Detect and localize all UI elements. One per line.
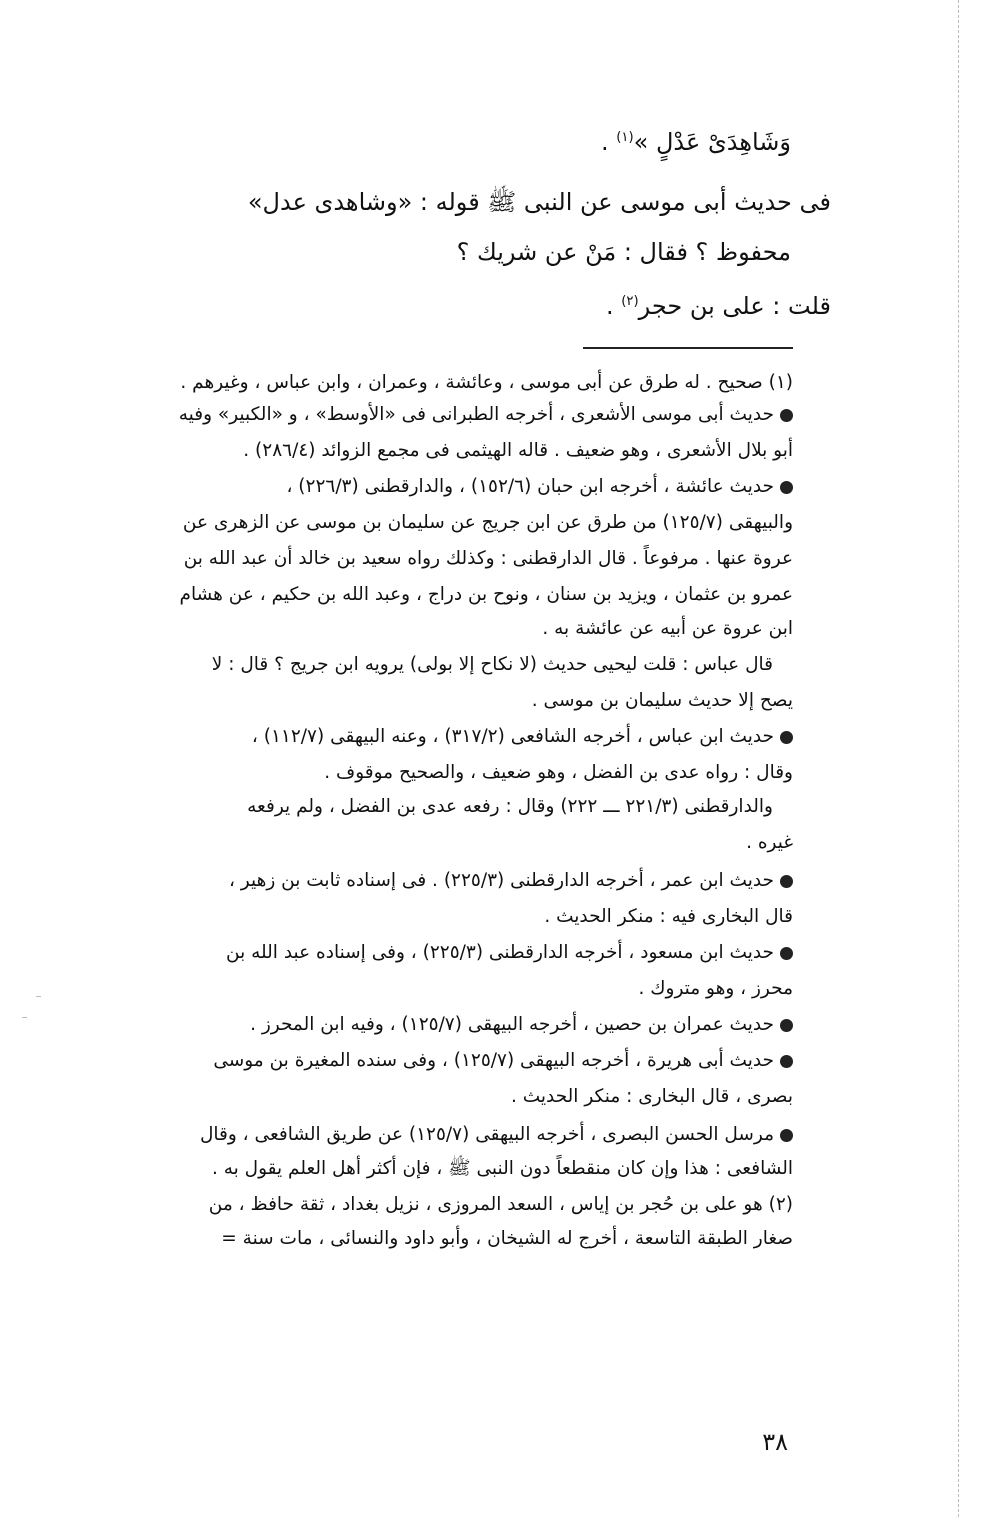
footnote-line: والدارقطنى (٢٢١/٣ ـــ ٢٢٢) وقال : رفعه عدى بن الفضل ، ولم يرفعه bbox=[247, 796, 773, 817]
footnote-line: حديث عائشة ، أخرجه ابن حبان (١٥٢/٦) ، والدارقطنى (٢٢٦/٣) ، bbox=[286, 476, 793, 498]
footnote-line: قال البخارى فيه : منكر الحديث . bbox=[544, 906, 793, 927]
bullet-icon bbox=[780, 481, 793, 494]
footnote-line: الشافعى : هذا وإن كان منقطعاً دون النبى ﷺ ، فإن أكثر أهل العلم يقول به . bbox=[211, 1158, 793, 1179]
main-line-4: قلت : على بن حجر$^{(٢)}$ . bbox=[605, 292, 831, 320]
scan-edge-line bbox=[958, 0, 959, 1517]
bullet-icon bbox=[780, 409, 793, 422]
footnote-line: وقال : رواه عدى بن الفضل ، وهو ضعيف ، والصحيح موقوف . bbox=[324, 762, 793, 783]
footnote-line: قال عباس : قلت ليحيى حديث (لا نكاح إلا بولى) يرويه ابن جريج ؟ قال : لا bbox=[211, 654, 773, 675]
main-line-1: وَشَاهِدَىْ عَدْلٍ »$^{(١)}$ . bbox=[600, 128, 791, 156]
footnote-separator bbox=[583, 347, 793, 349]
bullet-icon bbox=[780, 1019, 793, 1032]
footnote-ref-2: (٢) bbox=[621, 294, 639, 309]
bullet-icon bbox=[780, 1129, 793, 1142]
main-line-3: محفوظ ؟ فقال : مَنْ عن شريك ؟ bbox=[456, 238, 791, 266]
footnote-line: حديث أبى هريرة ، أخرجه البيهقى (١٢٥/٧) ، وفى سنده المغيرة بن موسى bbox=[213, 1050, 793, 1072]
scan-mark bbox=[36, 996, 41, 997]
footnote-line: محرز ، وهو متروك . bbox=[638, 978, 793, 999]
footnote-line: يصح إلا حديث سليمان بن موسى . bbox=[531, 690, 793, 711]
footnote-line: أبو بلال الأشعرى ، وهو ضعيف . قاله الهيثمى فى مجمع الزوائد (٢٨٦/٤) . bbox=[243, 440, 793, 461]
bullet-icon bbox=[780, 947, 793, 960]
footnote-line: حديث ابن مسعود ، أخرجه الدارقطنى (٢٢٥/٣) ، وفى إسناده عبد الله بن bbox=[226, 942, 793, 964]
footnote-line: والبيهقى (١٢٥/٧) من طرق عن ابن جريج عن سليمان بن موسى عن الزهرى عن bbox=[182, 512, 793, 533]
bullet-icon bbox=[780, 1055, 793, 1068]
footnote-line: (١) صحيح . له طرق عن أبى موسى ، وعائشة ، وعمران ، وابن عباس ، وغيرهم . bbox=[180, 372, 793, 393]
footnote-line: عمرو بن عثمان ، ويزيد بن سنان ، ونوح بن دراج ، وعبد الله بن حكيم ، عن هشام bbox=[179, 584, 793, 605]
scan-mark bbox=[22, 1017, 27, 1018]
footnote-line: صغار الطبقة التاسعة ، أخرج له الشيخان ، وأبو داود والنسائى ، مات سنة = bbox=[221, 1228, 793, 1249]
footnote-line: غيره . bbox=[746, 832, 793, 853]
footnote-line: (٢) هو على بن حُجر بن إياس ، السعد المروزى ، نزيل بغداد ، ثقة حافظ ، من bbox=[208, 1194, 793, 1215]
bullet-icon bbox=[780, 731, 793, 744]
footnote-line: حديث ابن عباس ، أخرجه الشافعى (٣١٧/٢) ، وعنه البيهقى (١١٢/٧) ، bbox=[252, 726, 793, 748]
footnote-line: حديث أبى موسى الأشعرى ، أخرجه الطبرانى فى «الأوسط» ، و «الكبير» وفيه bbox=[179, 404, 793, 426]
page-number: ٣٨ bbox=[762, 1428, 788, 1456]
footnote-line: حديث ابن عمر ، أخرجه الدارقطنى (٢٢٥/٣) . فى إسناده ثابت بن زهير ، bbox=[229, 870, 793, 892]
footnote-line: عروة عنها . مرفوعاً . قال الدارقطنى : وكذلك رواه سعيد بن خالد أن عبد الله بن bbox=[183, 548, 793, 569]
footnote-line: ابن عروة عن أبيه عن عائشة به . bbox=[542, 618, 793, 639]
footnote-line: حديث عمران بن حصين ، أخرجه البيهقى (١٢٥/٧) ، وفيه ابن المحرز . bbox=[250, 1014, 793, 1036]
footnote-line: بصرى ، قال البخارى : منكر الحديث . bbox=[510, 1086, 793, 1107]
footnote-ref-1: (١) bbox=[616, 130, 634, 145]
main-line-2: فى حديث أبى موسى عن النبى ﷺ قوله : «وشاهدى عدل» bbox=[247, 188, 831, 216]
bullet-icon bbox=[780, 875, 793, 888]
footnote-line: مرسل الحسن البصرى ، أخرجه البيهقى (١٢٥/٧) عن طريق الشافعى ، وقال bbox=[200, 1124, 793, 1146]
